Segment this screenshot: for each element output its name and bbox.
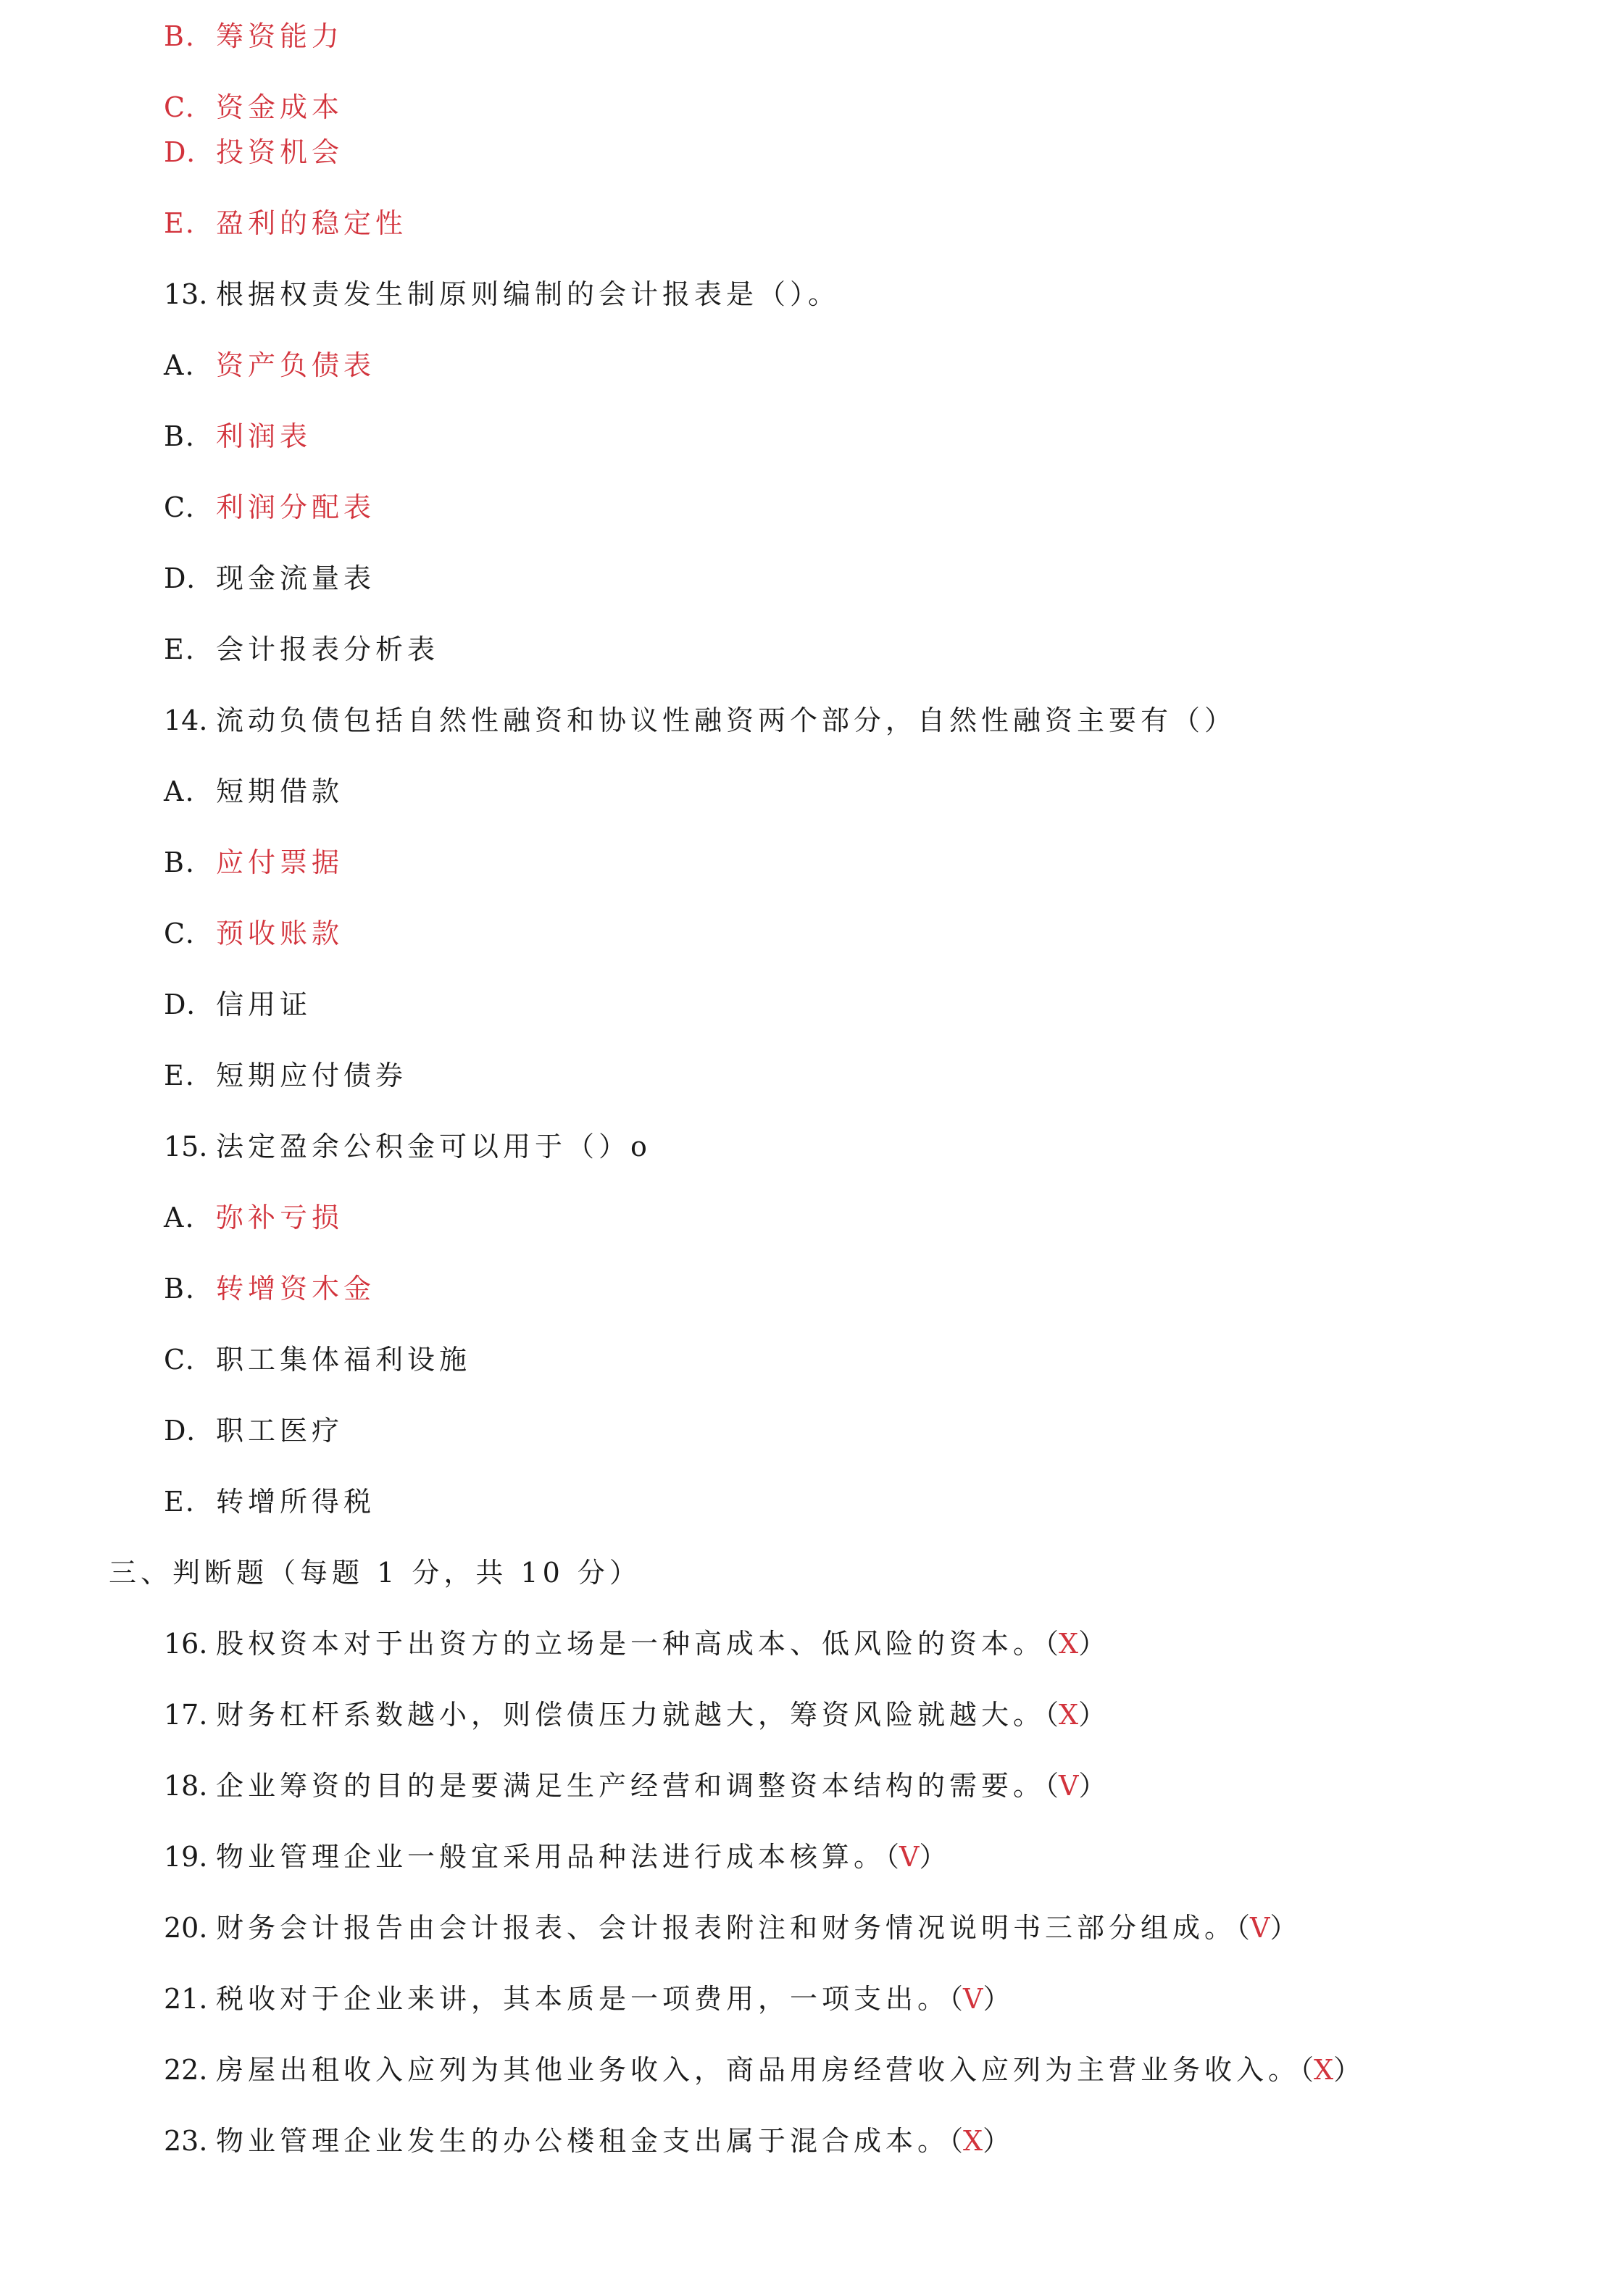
option-text: 利润分配表: [216, 491, 376, 523]
q14-option-b: [164, 845, 343, 880]
question-text: 税收对于企业来讲，其本质是一项费用，一项支出。: [216, 1983, 950, 2015]
question-text: 法定盈余公积金可以用于（）o: [216, 1131, 651, 1162]
question-text: 企业筹资的目的是要满足生产经营和调整资本结构的需要。: [216, 1770, 1046, 1802]
option-label: D.: [164, 1415, 197, 1447]
q12-option-c: [164, 90, 343, 125]
option-label: D.: [164, 562, 197, 594]
option-text: 转增资木金: [216, 1273, 376, 1305]
judgment-18: [164, 1768, 1106, 1803]
option-text: 职工集体福利设施: [216, 1344, 472, 1376]
option-text: 会计报表分析表: [216, 633, 440, 665]
question-text: 物业管理企业一般宜采用品种法进行成本核算。: [216, 1841, 886, 1873]
option-label: E.: [164, 1486, 196, 1518]
option-label: A.: [164, 1202, 196, 1234]
answer-open-paren: （: [949, 1983, 964, 2015]
question-text: 财务杠杆系数越小，则偿债压力就越大，筹资风险就越大。: [216, 1699, 1046, 1731]
option-label: A.: [164, 775, 196, 807]
question-14: [164, 703, 1236, 738]
option-label: C.: [164, 1344, 196, 1376]
answer-close-paren: ）: [1078, 1770, 1106, 1802]
judgment-22: [164, 2052, 1361, 2087]
question-number: 22.: [164, 2054, 208, 2086]
q12-option-d: [164, 135, 343, 170]
judgment-23: [164, 2124, 1010, 2158]
option-label: C.: [164, 918, 196, 949]
option-label: E.: [164, 1060, 196, 1091]
option-label: B.: [164, 847, 196, 878]
option-text: 筹资能力: [216, 20, 344, 52]
answer-open-paren: （: [949, 2125, 964, 2157]
answer-mark: X: [1059, 1699, 1079, 1731]
option-text: 投资机会: [216, 136, 344, 168]
question-number: 19.: [164, 1841, 208, 1873]
option-text: 弥补亏损: [216, 1202, 344, 1234]
option-text: 应付票据: [216, 847, 344, 878]
option-label: E.: [164, 633, 196, 665]
question-number: 20.: [164, 1912, 208, 1944]
answer-mark: X: [963, 2125, 983, 2157]
option-label: B.: [164, 420, 196, 452]
answer-close-paren: ）: [983, 1983, 1011, 2015]
question-text: 房屋出租收入应列为其他业务收入，商品用房经营收入应列为主营业务收入。: [216, 2054, 1301, 2086]
option-text: 现金流量表: [216, 562, 376, 594]
section-heading: 三、判断题（每题 1 分，共 10 分）: [109, 1557, 641, 1589]
question-number: 14.: [164, 704, 208, 736]
question-number: 21.: [164, 1983, 208, 2015]
answer-close-paren: ）: [919, 1841, 947, 1873]
judgment-16: [164, 1626, 1106, 1661]
option-text: 预收账款: [216, 918, 344, 949]
answer-close-paren: ）: [1078, 1699, 1106, 1731]
question-text: 根据权责发生制原则编制的会计报表是（）。: [216, 278, 841, 310]
q14-option-d: [164, 987, 312, 1022]
question-number: 18.: [164, 1770, 208, 1802]
q13-option-e: [164, 632, 439, 667]
question-text: 流动负债包括自然性融资和协议性融资两个部分，自然性融资主要有（）: [216, 704, 1237, 736]
answer-open-paren: （: [1300, 2054, 1314, 2086]
option-label: C.: [164, 491, 196, 523]
answer-open-paren: （: [1045, 1628, 1059, 1660]
answer-close-paren: ）: [983, 2125, 1011, 2157]
answer-close-paren: ）: [1270, 1912, 1298, 1944]
question-text: 物业管理企业发生的办公楼租金支出属于混合成本。: [216, 2125, 950, 2157]
option-text: 职工医疗: [216, 1415, 344, 1447]
question-15: [164, 1129, 651, 1164]
answer-mark: V: [899, 1841, 920, 1873]
option-label: B.: [164, 20, 196, 52]
question-13: [164, 277, 840, 312]
q14-option-e: [164, 1058, 407, 1093]
q13-option-b: [164, 419, 312, 454]
option-label: A.: [164, 349, 196, 381]
option-text: 利润表: [216, 420, 312, 452]
answer-mark: V: [1250, 1912, 1270, 1944]
q15-option-a: [164, 1200, 343, 1235]
question-number: 23.: [164, 2125, 208, 2157]
judgment-20: [164, 1910, 1298, 1945]
option-text: 信用证: [216, 989, 312, 1020]
judgment-17: [164, 1697, 1106, 1732]
answer-close-paren: ）: [1333, 2054, 1362, 2086]
answer-open-paren: （: [1236, 1912, 1251, 1944]
option-label: C.: [164, 91, 196, 123]
question-text: 股权资本对于出资方的立场是一种高成本、低风险的资本。: [216, 1628, 1046, 1660]
option-text: 短期借款: [216, 775, 344, 807]
q12-option-e: [164, 206, 407, 241]
answer-open-paren: （: [885, 1841, 900, 1873]
question-number: 16.: [164, 1628, 208, 1660]
answer-mark: V: [963, 1983, 983, 2015]
q12-option-b: [164, 19, 343, 54]
q13-option-d: [164, 561, 375, 596]
answer-mark: X: [1059, 1628, 1079, 1660]
q14-option-c: [164, 916, 343, 951]
question-number: 13.: [164, 278, 208, 310]
option-text: 资金成本: [216, 91, 344, 123]
answer-close-paren: ）: [1078, 1628, 1106, 1660]
option-label: B.: [164, 1273, 196, 1305]
option-label: D.: [164, 989, 197, 1020]
answer-mark: X: [1314, 2054, 1334, 2086]
q13-option-c: [164, 490, 375, 525]
option-label: D.: [164, 136, 197, 168]
q14-option-a: [164, 774, 343, 809]
q15-option-b: [164, 1271, 375, 1306]
option-label: E.: [164, 207, 196, 239]
answer-mark: V: [1059, 1770, 1079, 1802]
option-text: 盈利的稳定性: [216, 207, 408, 239]
q15-option-c: [164, 1342, 471, 1377]
option-text: 转增所得税: [216, 1486, 376, 1518]
question-number: 15.: [164, 1131, 208, 1162]
question-number: 17.: [164, 1699, 208, 1731]
q15-option-d: [164, 1413, 343, 1448]
option-text: 短期应付债券: [216, 1060, 408, 1091]
answer-open-paren: （: [1045, 1770, 1059, 1802]
q15-option-e: [164, 1484, 375, 1519]
answer-open-paren: （: [1045, 1699, 1059, 1731]
judgment-21: [164, 1981, 1011, 2016]
judgment-19: [164, 1839, 947, 1874]
q13-option-a: [164, 348, 375, 383]
option-text: 资产负债表: [216, 349, 376, 381]
question-text: 财务会计报告由会计报表、会计报表附注和财务情况说明书三部分组成。: [216, 1912, 1237, 1944]
